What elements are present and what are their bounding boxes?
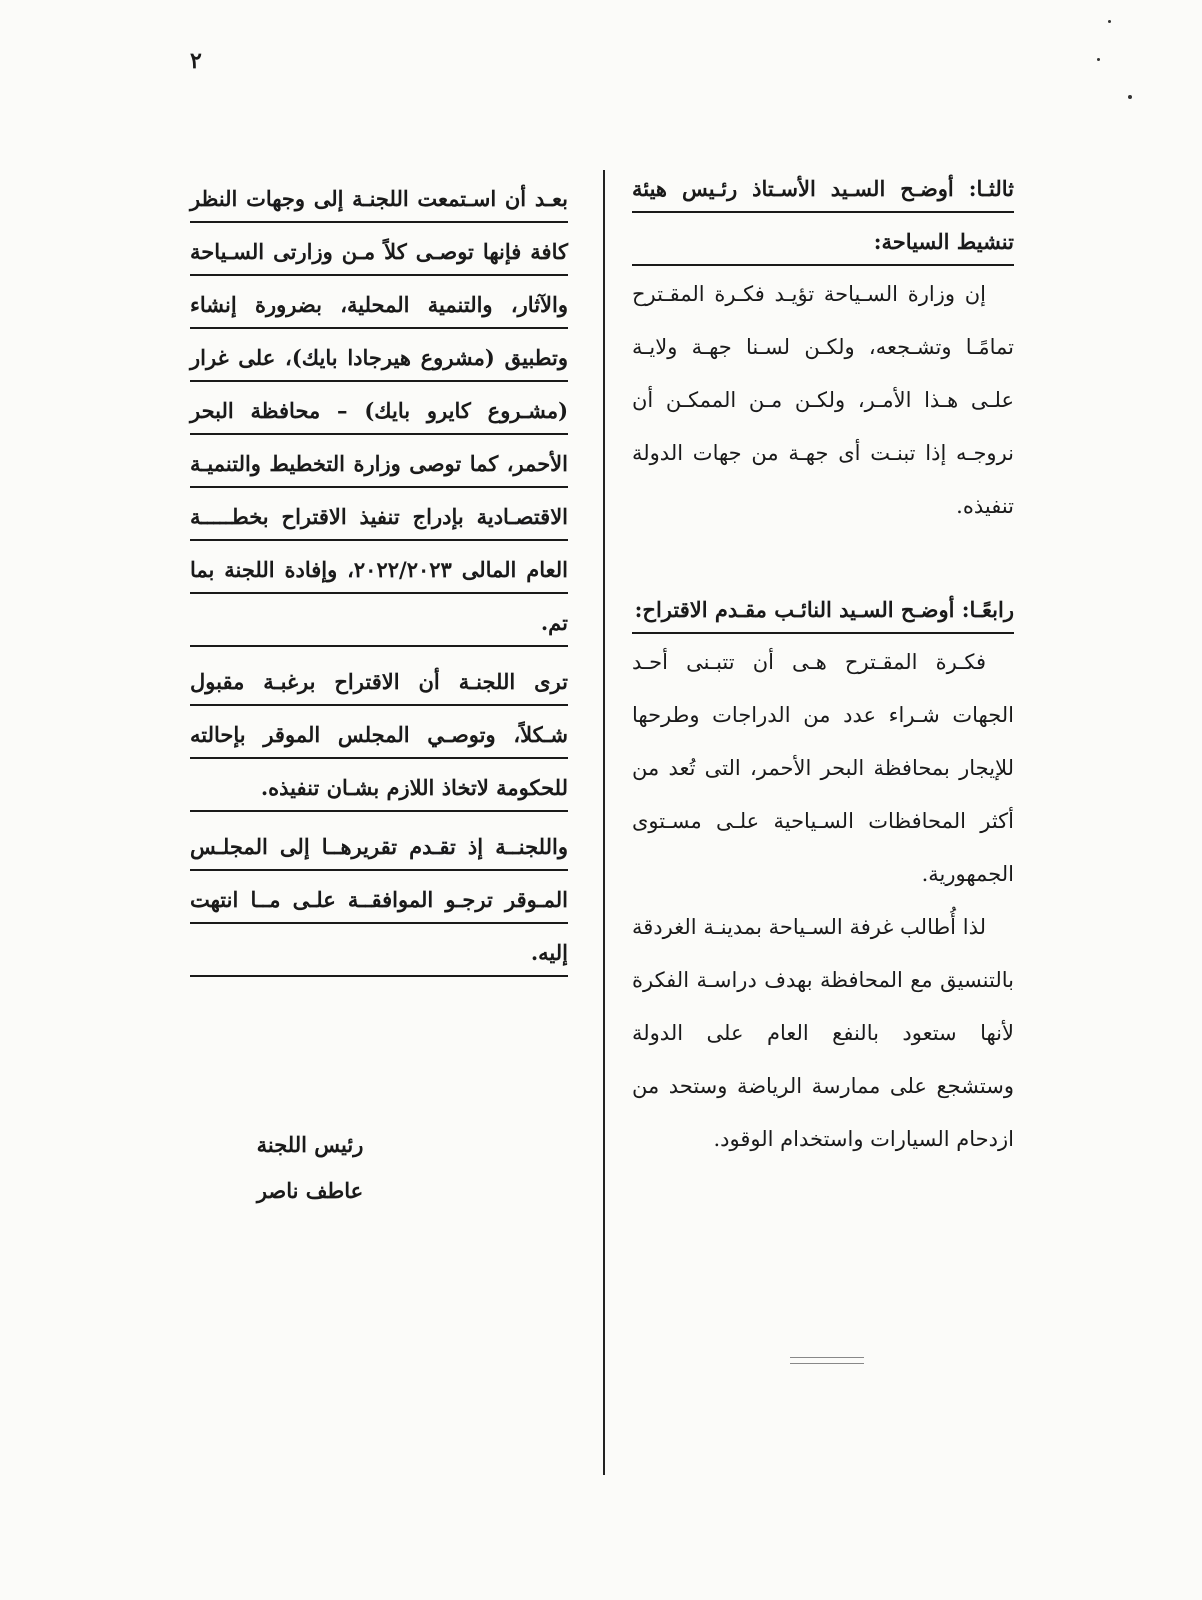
closing-paragraph: واللجنــة إذ تقـدم تقريرهــا إلى المجلـس المـوقر ترجـو الموافقــة علـى مــا انتهت إليه. [190, 820, 568, 979]
section3-heading: ثالثـا: أوضـح السـيد الأسـتاذ رئـيس هيئة تنشيط السياحة: [632, 162, 1014, 268]
section-gap [632, 533, 1014, 583]
scan-speck [1097, 58, 1100, 61]
right-column [632, 162, 1014, 1166]
scan-speck [1128, 95, 1132, 99]
recommendation-paragraph: بعـد أن اسـتمعت اللجنـة إلى وجهات النظر كافة فإنها توصـى كلاً مـن وزارتى السـياحة والآثار، والتنمية المحلية، بضرورة إنشاء وتطبيق (مشروع هيرجادا بايك)، على غرار (مشـروع كايرو بايك) – محافظة البحر الأحمر، كما توصى وزارة التخطيط والتنميـة الاقتصـادية بإدراج تنفيذ الاقتراح بخطـــــة العام المالى ٢٠٢٢/٢٠٢٣، وإفادة اللجنة بما تم. [190, 172, 568, 649]
section4-body-1: فكـرة المقـترح هـى أن تتبـنى أحـد الجهات شـراء عدد من الدراجات وطرحها للإيجار بمحافظة البحر الأحمر، التى تُعد من أكثر المحافظات السـياحية علـى مسـتوى الجمهورية. [632, 650, 1014, 886]
section3-body: إن وزارة السـياحة تؤيـد فكـرة المقـترح تمامًـا وتشـجعه، ولكـن لسـنا جهـة ولايـة علـى هـذا الأمـر، ولكـن مـن الممكـن أن نروجـه إذا تبنـت أى جهـة من جهات الدولة تنفيذه. [632, 282, 1014, 518]
signature-title: رئيس اللجنة [256, 1132, 364, 1157]
signature-name: عاطف ناصر [256, 1178, 364, 1203]
scan-speck [1108, 20, 1111, 23]
opinion-paragraph: ترى اللجنـة أن الاقتراح برغبـة مقبول شـكلاً، وتوصـي المجلس الموقر بإحالته للحكومة لاتخاذ اللازم بشـان تنفيذه. [190, 655, 568, 814]
column-divider [603, 170, 605, 1475]
section4-body-2: لذا أُطالب غرفة السـياحة بمدينـة الغردقة بالتنسيق مع المحافظة بهدف دراسـة الفكرة لأنها ستعود بالنفع العام على الدولة وستشجع على ممارسة الرياضة وستحد من ازدحام السيارات واستخدام الوقود. [632, 915, 1014, 1151]
page-number: ٢ [190, 48, 202, 74]
left-column [190, 172, 568, 979]
signature-block [230, 1122, 390, 1214]
section4-heading: رابعًـا: أوضـح السـيد النائـب مقـدم الاقتراح: [632, 583, 1014, 636]
footer-mark [790, 1357, 864, 1364]
